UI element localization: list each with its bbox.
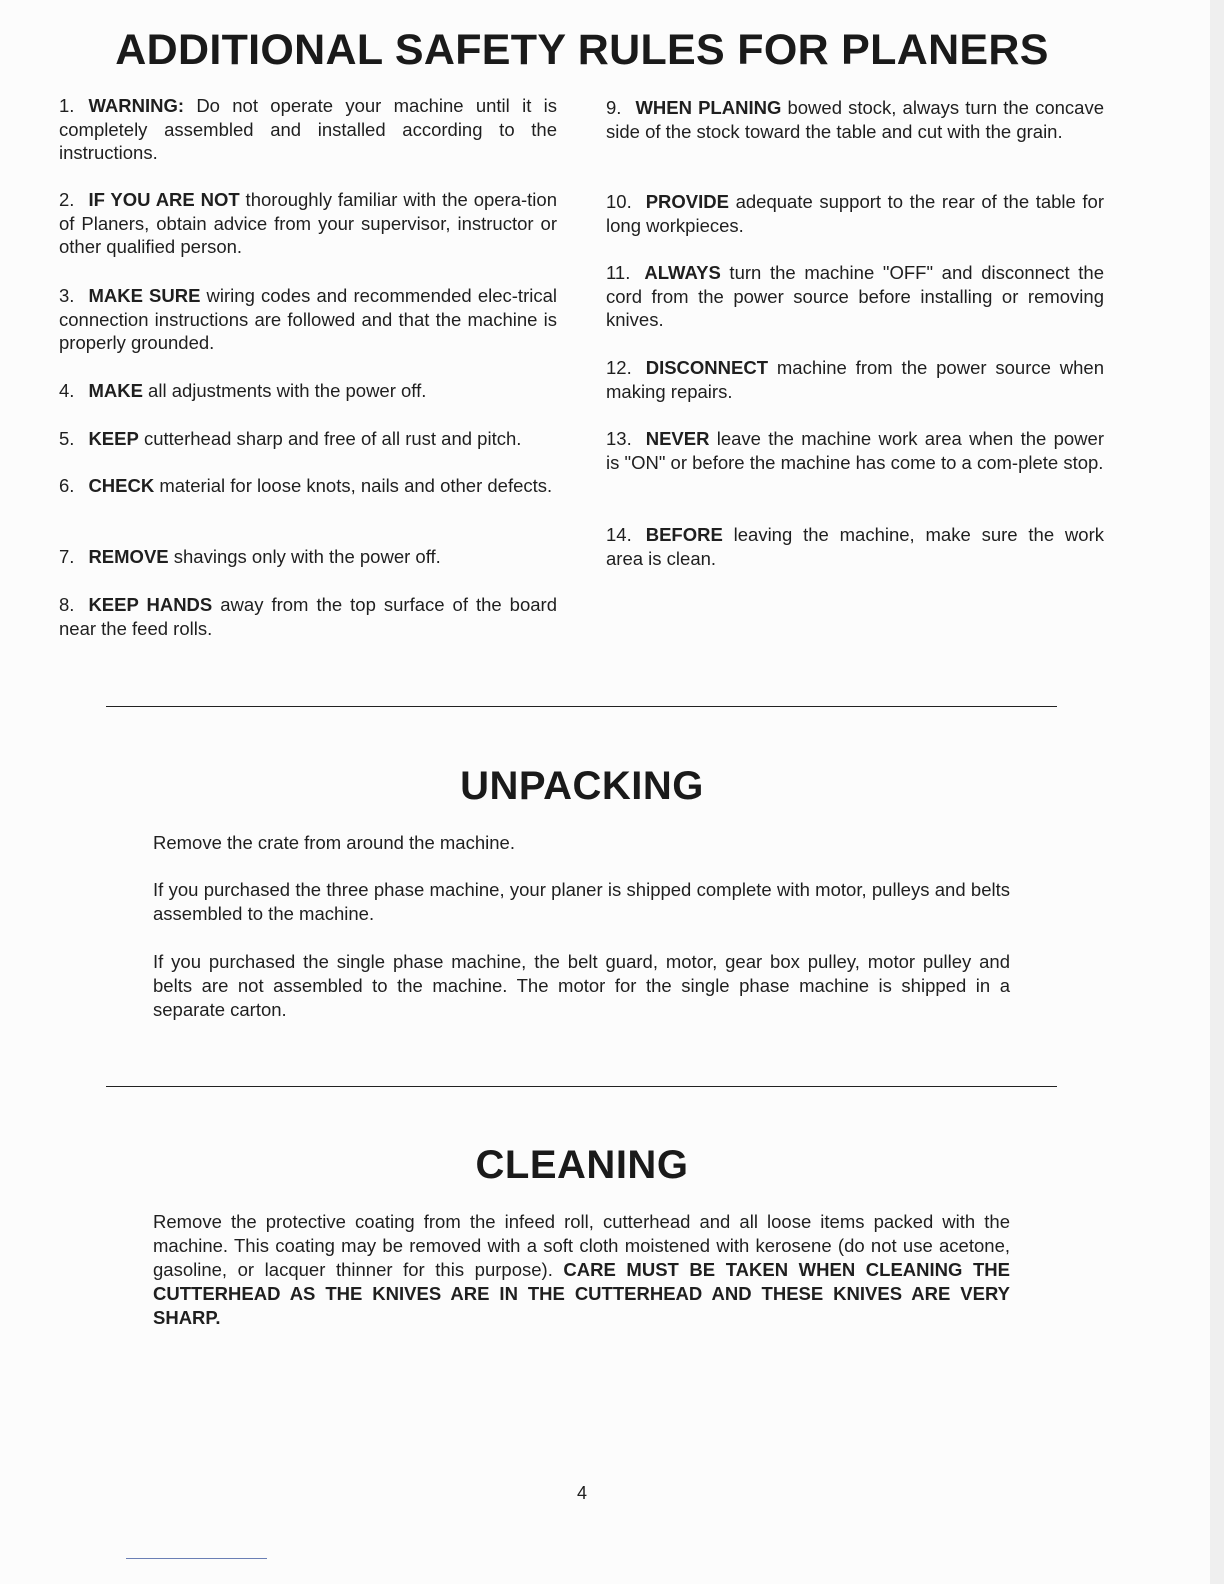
rule-number: 8.: [59, 594, 75, 615]
rule-text: away from the top surface of the board near the feed rolls.: [59, 594, 557, 639]
section-divider: [106, 706, 1057, 707]
rule-keyword: DISCONNECT: [645, 357, 769, 378]
page-title: ADDITIONAL SAFETY RULES FOR PLANERS: [115, 26, 1049, 74]
cleaning-warning: CARE MUST BE TAKEN WHEN CLEANING THE CUTTERHEAD AS THE KNIVES ARE IN THE CUTTERHEAD AND THESE KNIVES ARE VERY SHARP.: [153, 1259, 1010, 1328]
rule-text: bowed stock, always turn the concave side of the stock toward the table and cut with the grain.: [606, 97, 1104, 142]
unpacking-paragraph: Remove the crate from around the machine.: [153, 832, 515, 853]
rule-keyword: MAKE SURE: [88, 285, 201, 306]
rule-text: turn the machine "OFF" and disconnect the cord from the power source before installing or removing knives.: [606, 262, 1104, 330]
rule-number: 7.: [59, 546, 75, 567]
rule-number: 4.: [59, 380, 75, 401]
rule-text: all adjustments with the power off.: [142, 380, 427, 401]
safety-rule-10: [606, 190, 1104, 237]
rule-text: Do not operate your machine until it is completely assembled and installed according to the instructions.: [59, 95, 557, 163]
safety-rule-7: [59, 545, 557, 569]
rule-number: 10.: [606, 191, 632, 212]
footer-line: [126, 1558, 267, 1559]
safety-rule-5: [59, 427, 557, 451]
rule-keyword: CHECK: [88, 475, 155, 496]
rule-number: 1.: [59, 95, 75, 116]
cleaning-heading: CLEANING: [475, 1143, 689, 1187]
rule-text: leave the machine work area when the power is "ON" or before the machine has come to a com-plete stop.: [606, 428, 1104, 473]
rule-number: 9.: [606, 97, 622, 118]
rule-number: 3.: [59, 285, 75, 306]
safety-rule-4: [59, 379, 557, 403]
safety-rule-1: [59, 94, 557, 165]
rule-text: shavings only with the power off.: [168, 546, 441, 567]
safety-rule-8: [59, 593, 557, 640]
safety-rule-2: [59, 188, 557, 259]
safety-rule-6: [59, 474, 557, 498]
rule-keyword: REMOVE: [88, 546, 169, 567]
rule-number: 5.: [59, 428, 75, 449]
safety-rule-13: [606, 427, 1104, 474]
rule-keyword: NEVER: [645, 428, 710, 449]
rule-text: adequate support to the rear of the table for long workpieces.: [606, 191, 1104, 236]
rule-number: 2.: [59, 189, 75, 210]
rule-number: 13.: [606, 428, 632, 449]
page-number: 4: [576, 1483, 587, 1503]
rule-text: cutterhead sharp and free of all rust and pitch.: [138, 428, 522, 449]
rule-text: wiring codes and recommended elec-trical connection instructions are followed and that the machine is properly grounded.: [59, 285, 557, 353]
unpacking-paragraph: If you purchased the three phase machine, your planer is shipped complete with motor, pulleys and belts assembled to the machine.: [153, 879, 1010, 924]
rule-number: 14.: [606, 524, 632, 545]
unpacking-paragraph: If you purchased the single phase machine, the belt guard, motor, gear box pulley, motor pulley and belts are not assembled to the machine. The motor for the single phase machine is shipped in a separate carton.: [153, 951, 1010, 1020]
safety-rule-12: [606, 356, 1104, 403]
rule-keyword: KEEP HANDS: [88, 594, 213, 615]
rule-number: 12.: [606, 357, 632, 378]
safety-rule-3: [59, 284, 557, 355]
rule-keyword: IF YOU ARE NOT: [88, 189, 240, 210]
section-divider: [106, 1086, 1057, 1087]
scan-edge: [1210, 0, 1224, 1584]
rule-keyword: MAKE: [88, 380, 143, 401]
rule-number: 6.: [59, 475, 75, 496]
rule-keyword: WHEN PLANING: [635, 97, 782, 118]
safety-rule-11: [606, 261, 1104, 332]
unpacking-heading: UNPACKING: [460, 764, 704, 808]
rule-keyword: ALWAYS: [644, 262, 721, 283]
rule-number: 11.: [606, 262, 631, 283]
rule-keyword: PROVIDE: [645, 191, 729, 212]
rule-keyword: KEEP: [88, 428, 139, 449]
cleaning-text: Remove the protective coating from the infeed roll, cutterhead and all loose items packed with the machine. This coating may be removed with a soft cloth moistened with kerosene (do not use acetone, gasoline, or lacquer thinner for this purpose).: [153, 1211, 1010, 1280]
rule-text: leaving the machine, make sure the work area is clean.: [606, 524, 1104, 569]
rule-text: thoroughly familiar with the opera-tion of Planers, obtain advice from your supervisor, instructor or other qualified person.: [59, 189, 557, 257]
rule-keyword: BEFORE: [645, 524, 723, 545]
cleaning-paragraph: [153, 1210, 1010, 1330]
rule-text: machine from the power source when making repairs.: [606, 357, 1104, 402]
safety-rule-14: [606, 523, 1104, 570]
safety-rule-9: [606, 96, 1104, 143]
rule-keyword: WARNING:: [88, 95, 185, 116]
rule-text: material for loose knots, nails and other defects.: [154, 475, 553, 496]
